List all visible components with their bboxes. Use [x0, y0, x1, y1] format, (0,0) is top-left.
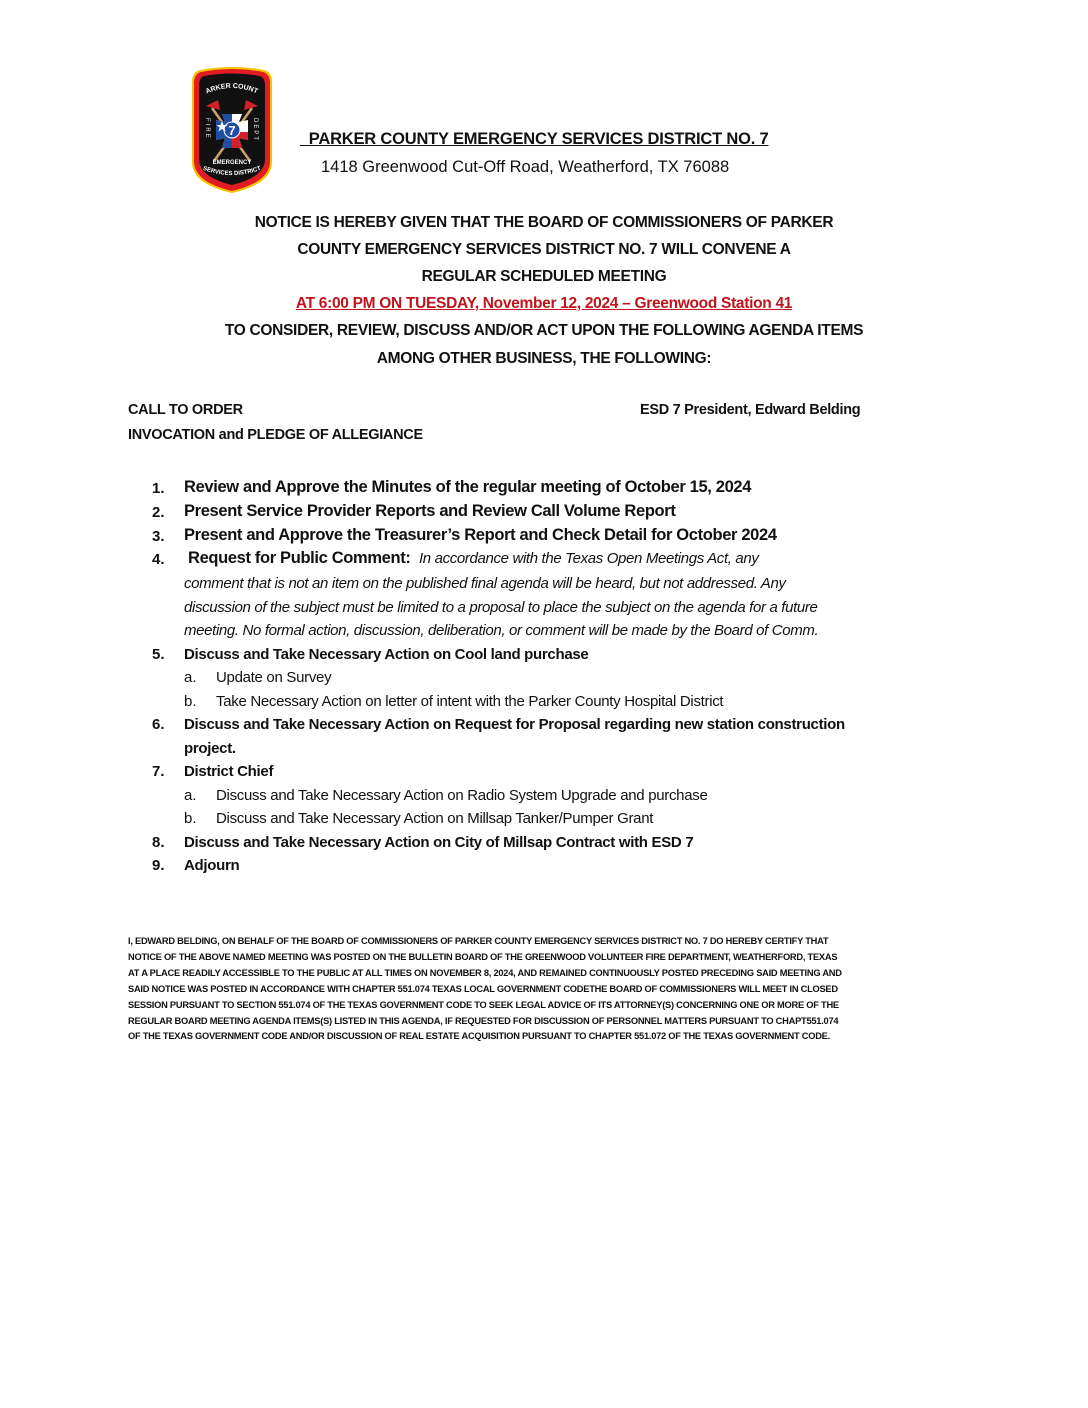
notice-line-5: TO CONSIDER, REVIEW, DISCUSS AND/OR ACT UPON THE FOLLOWING AGENDA ITEMS: [224, 322, 864, 339]
notice-line-6: AMONG OTHER BUSINESS, THE FOLLOWING:: [376, 350, 712, 367]
agenda-item-text: District Chief: [184, 763, 274, 780]
public-comment-note-line: discussion of the subject must be limited to a proposal to place the subject on the agenda for a future: [184, 599, 818, 616]
agenda-item-text: Discuss and Take Necessary Action on Cool land purchase: [184, 646, 589, 663]
agenda-item-text: Present and Approve the Treasurer’s Report and Check Detail for October 2024: [184, 526, 777, 544]
meeting-date-time-location: AT 6:00 PM ON TUESDAY, November 12, 2024 – Greenwood Station 41: [295, 295, 793, 312]
public-comment-heading: Request for Public Comment:: [188, 549, 411, 567]
subitem-text: Discuss and Take Necessary Action on Radio System Upgrade and purchase: [216, 787, 708, 804]
agenda-item-number: 4.: [152, 551, 165, 568]
agenda-item-number: 1.: [152, 480, 165, 497]
agenda-item-number: 7.: [152, 763, 165, 780]
certification-line: OF THE TEXAS GOVERNMENT CODE AND/OR DISCUSSION OF REAL ESTATE ACQUISITION PURSUANT TO CHAPTER 551.072 OF THE TEXAS GOVERNMENT CODE.: [128, 1031, 830, 1042]
certification-line: REGULAR BOARD MEETING AGENDA ITEMS(S) LISTED IN THIS AGENDA, IF REQUESTED FOR DISCUSSION OF PERSONNEL MATTERS PURSUANT TO CHAPT551.074: [128, 1015, 839, 1026]
call-to-order: CALL TO ORDER: [128, 402, 243, 418]
presider-name: ESD 7 President, Edward Belding: [640, 402, 861, 418]
agenda-item-text: [188, 549, 759, 568]
agenda-item-text: Adjourn: [184, 857, 240, 874]
certification-line: SAID NOTICE WAS POSTED IN ACCORDANCE WITH CHAPTER 551.074 TEXAS LOCAL GOVERNMENT CODETHE BOARD OF COMMISSIONERS WILL MEET IN CLOSED: [128, 983, 838, 994]
agenda-item-text: Present Service Provider Reports and Review Call Volume Report: [184, 502, 676, 520]
agenda-item-number: 5.: [152, 646, 165, 663]
certification-line: SESSION PURSUANT TO SECTION 551.074 OF THE TEXAS GOVERNMENT CODE TO SEEK LEGAL ADVICE OF ITS ATTORNEY(S) CONCERNING ONE OR MORE OF THE: [128, 999, 839, 1010]
agenda-item-number: 2.: [152, 504, 165, 521]
agenda-item-text: Review and Approve the Minutes of the regular meeting of October 15, 2024: [184, 478, 752, 496]
agenda-item-number: 6.: [152, 716, 165, 733]
logo-top-text: ARKER COUNT: [204, 82, 259, 96]
agenda-item-text: Discuss and Take Necessary Action on City of Millsap Contract with ESD 7: [184, 834, 694, 851]
logo-number: 7: [228, 123, 236, 138]
logo-bottom-text-2: SERVICES DISTRICT: [202, 165, 262, 178]
public-comment-note-line: comment that is not an item on the published final agenda will be heard, but not addressed. Any: [184, 575, 786, 592]
logo-right-text: DEPT: [252, 118, 258, 143]
subitem-text: Update on Survey: [216, 669, 332, 686]
posting-certification: [128, 934, 968, 1045]
subitem-letter: a.: [184, 787, 197, 804]
fire-department-badge-icon: [192, 66, 272, 194]
district-address: 1418 Greenwood Cut-Off Road, Weatherford, TX 76088: [321, 158, 730, 176]
agenda-item-text: Discuss and Take Necessary Action on Request for Proposal regarding new station construction: [184, 716, 845, 733]
certification-line: NOTICE OF THE ABOVE NAMED MEETING WAS POSTED ON THE BULLETIN BOARD OF THE GREENWOOD VOLUNTEER FIRE DEPARTMENT, WEATHERFORD, TEXAS: [128, 951, 838, 962]
agenda-item-number: 9.: [152, 857, 165, 874]
notice-line-1: NOTICE IS HEREBY GIVEN THAT THE BOARD OF COMMISSIONERS OF PARKER: [254, 214, 834, 231]
logo-bottom-text-1: EMERGENCY: [212, 160, 252, 166]
logo-left-text: FIRE: [204, 118, 210, 140]
district-logo-patch: [192, 66, 272, 194]
agenda-item-number: 3.: [152, 528, 165, 545]
notice-line-3: REGULAR SCHEDULED MEETING: [421, 268, 667, 285]
invocation-pledge: INVOCATION and PLEDGE OF ALLEGIANCE: [128, 427, 423, 443]
subitem-letter: b.: [184, 810, 197, 827]
agenda-item-number: 8.: [152, 834, 165, 851]
certification-line: AT A PLACE READILY ACCESSIBLE TO THE PUBLIC AT ALL TIMES ON NOVEMBER 8, 2024, AND REMAINED CONTINUOUSLY POSTED PRECEDING SAID MEETING AND: [128, 967, 842, 978]
agenda-item-text-continued: project.: [184, 740, 236, 757]
public-comment-note-line: meeting. No formal action, discussion, deliberation, or comment will be made by the Board of Comm.: [184, 622, 819, 639]
notice-line-2: COUNTY EMERGENCY SERVICES DISTRICT NO. 7 WILL CONVENE A: [297, 241, 791, 258]
certification-line: I, EDWARD BELDING, ON BEHALF OF THE BOARD OF COMMISSIONERS OF PARKER COUNTY EMERGENCY SERVICES DISTRICT NO. 7 DO HEREBY CERTIFY THAT: [128, 936, 829, 946]
subitem-letter: a.: [184, 669, 197, 686]
subitem-text: Discuss and Take Necessary Action on Millsap Tanker/Pumper Grant: [216, 810, 654, 827]
subitem-text: Take Necessary Action on letter of intent with the Parker County Hospital District: [216, 693, 724, 710]
public-comment-note-line: In accordance with the Texas Open Meetings Act, any: [418, 550, 759, 567]
district-name-heading: PARKER COUNTY EMERGENCY SERVICES DISTRICT NO. 7: [300, 130, 769, 148]
subitem-letter: b.: [184, 693, 197, 710]
